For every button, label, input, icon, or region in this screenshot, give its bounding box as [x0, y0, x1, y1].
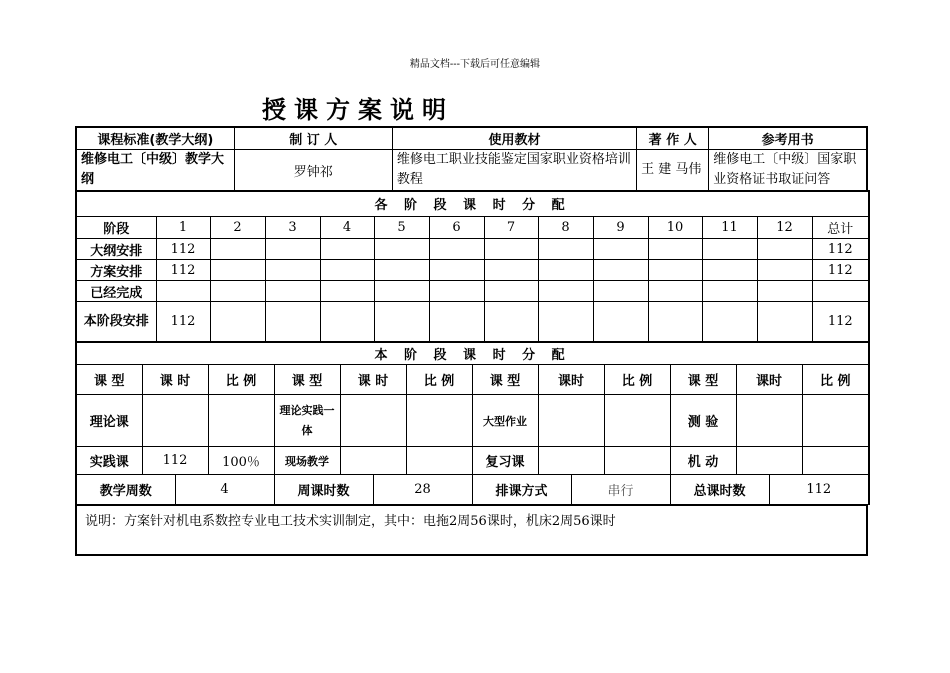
stage-cell [265, 281, 320, 302]
type-cell [406, 395, 472, 447]
stage-cell [265, 260, 320, 281]
type-cell: 100％ [208, 447, 274, 475]
stage-cell [593, 260, 648, 281]
type-cell [406, 447, 472, 475]
stage-cell [593, 239, 648, 260]
stage-cell [593, 302, 648, 342]
total-hours-label: 总课时数 [670, 475, 769, 505]
stage-cell [484, 239, 538, 260]
stage-total-header: 总计 [812, 217, 869, 239]
stage-cell [538, 281, 593, 302]
type-col-header: 课 型 [472, 365, 538, 395]
stage-cell [757, 239, 812, 260]
lesson-type-table [75, 342, 870, 475]
info-header-author: 制 订 人 [234, 127, 392, 149]
schedule-method-label: 排课方式 [472, 475, 571, 505]
stage-cell [374, 239, 429, 260]
row-label: 大纲安排 [76, 239, 156, 260]
stage-table-title: 各 阶 段 课 时 分 配 [76, 191, 869, 217]
stage-cell [374, 281, 429, 302]
stage-cell [702, 239, 757, 260]
stage-cell [320, 239, 374, 260]
type-cell: 测 验 [670, 395, 736, 447]
type-table-title: 本 阶 段 课 时 分 配 [76, 343, 869, 365]
stage-cell [484, 302, 538, 342]
summary-table [75, 474, 870, 505]
info-header-textbook: 使用教材 [392, 127, 636, 149]
type-cell [736, 395, 802, 447]
weeks-value: 4 [175, 475, 274, 505]
type-col-header: 比 例 [604, 365, 670, 395]
stage-total: 112 [812, 302, 869, 342]
stage-cell [429, 302, 484, 342]
stage-cell [648, 260, 702, 281]
type-col-header: 课时 [736, 365, 802, 395]
type-cell [340, 395, 406, 447]
stage-number: 9 [593, 217, 648, 239]
type-col-header: 课 时 [340, 365, 406, 395]
stage-cell: 112 [156, 302, 210, 342]
weekly-hours-value: 28 [373, 475, 472, 505]
stage-cell [757, 260, 812, 281]
stage-cell [757, 302, 812, 342]
stage-total [812, 281, 869, 302]
stage-cell [538, 239, 593, 260]
stage-cell [429, 281, 484, 302]
stage-number: 5 [374, 217, 429, 239]
info-header-reference: 参考用书 [709, 127, 867, 149]
stage-number: 10 [648, 217, 702, 239]
stage-cell [265, 239, 320, 260]
stage-cell [320, 260, 374, 281]
info-value-writer: 王 建 马伟 [637, 149, 709, 191]
stage-number: 2 [210, 217, 265, 239]
info-value-standard: 维修电工〔中级〕教学大纲 [76, 149, 234, 191]
schedule-method-value: 串行 [571, 475, 670, 505]
weeks-label: 教学周数 [76, 475, 175, 505]
table-row [76, 395, 869, 447]
stage-number: 1 [156, 217, 210, 239]
type-col-header: 课时 [538, 365, 604, 395]
stage-cell: 112 [156, 239, 210, 260]
stage-number: 8 [538, 217, 593, 239]
stage-number: 6 [429, 217, 484, 239]
stage-cell: 112 [156, 260, 210, 281]
stage-cell [648, 302, 702, 342]
stage-cell [702, 281, 757, 302]
type-col-header: 比 例 [208, 365, 274, 395]
type-col-header: 课 型 [670, 365, 736, 395]
type-cell [340, 447, 406, 475]
stage-cell [484, 260, 538, 281]
stage-cell [429, 260, 484, 281]
type-cell [538, 447, 604, 475]
info-value-reference: 维修电工〔中级〕国家职业资格证书取证问答 [709, 149, 867, 191]
stage-cell [538, 302, 593, 342]
type-cell [736, 447, 802, 475]
table-row [76, 281, 869, 302]
stage-cell [320, 302, 374, 342]
total-hours-value: 112 [769, 475, 869, 505]
stage-cell [156, 281, 210, 302]
info-header-standard: 课程标准(教学大纲) [76, 127, 234, 149]
header-note: 精品文档---下载后可任意编辑 [409, 59, 541, 70]
info-value-textbook: 维修电工职业技能鉴定国家职业资格培训教程 [392, 149, 636, 191]
type-col-header: 课 型 [76, 365, 142, 395]
stage-cell [702, 302, 757, 342]
type-cell [802, 395, 869, 447]
stage-number: 4 [320, 217, 374, 239]
type-cell: 现场教学 [274, 447, 340, 475]
stage-cell [757, 281, 812, 302]
stage-cell [210, 281, 265, 302]
stage-total: 112 [812, 260, 869, 281]
row-label: 方案安排 [76, 260, 156, 281]
type-cell [604, 395, 670, 447]
stage-cell [320, 281, 374, 302]
type-cell: 理论课 [76, 395, 142, 447]
stage-cell [429, 239, 484, 260]
table-row [76, 239, 869, 260]
type-cell [604, 447, 670, 475]
type-cell: 复习课 [472, 447, 538, 475]
stage-cell [374, 260, 429, 281]
table-row [76, 302, 869, 342]
type-col-header: 比 例 [802, 365, 869, 395]
stage-cell [374, 302, 429, 342]
type-col-header: 课 型 [274, 365, 340, 395]
stage-cell [265, 302, 320, 342]
stage-cell [648, 281, 702, 302]
type-cell: 实践课 [76, 447, 142, 475]
stage-total: 112 [812, 239, 869, 260]
stage-number: 11 [702, 217, 757, 239]
stage-cell [210, 260, 265, 281]
type-cell [538, 395, 604, 447]
type-cell: 理论实践一体 [274, 395, 340, 447]
page-title: 授课方案说明 [262, 95, 454, 124]
type-col-header: 课 时 [142, 365, 208, 395]
stage-cell [210, 239, 265, 260]
stage-hours-table [75, 190, 870, 342]
type-col-header: 比 例 [406, 365, 472, 395]
type-cell: 机 动 [670, 447, 736, 475]
type-cell [208, 395, 274, 447]
stage-cell [648, 239, 702, 260]
stage-cell [210, 302, 265, 342]
table-row [76, 447, 869, 475]
stage-cell [593, 281, 648, 302]
stage-cell [702, 260, 757, 281]
type-cell: 112 [142, 447, 208, 475]
type-cell [142, 395, 208, 447]
table-row [76, 260, 869, 281]
stage-number: 7 [484, 217, 538, 239]
stage-cell [484, 281, 538, 302]
stage-header-label: 阶段 [76, 217, 156, 239]
note-text: 说明：方案针对机电系数控专业电工技术实训制定，其中：电拖2周56课时，机床2周56课时 [76, 505, 867, 555]
stage-cell [538, 260, 593, 281]
weekly-hours-label: 周课时数 [274, 475, 373, 505]
note-table [75, 504, 868, 556]
info-value-author: 罗钟祁 [234, 149, 392, 191]
stage-number: 12 [757, 217, 812, 239]
course-info-table [75, 126, 868, 192]
type-cell: 大型作业 [472, 395, 538, 447]
info-header-writer: 著 作 人 [637, 127, 709, 149]
row-label: 已经完成 [76, 281, 156, 302]
type-cell [802, 447, 869, 475]
row-label: 本阶段安排 [76, 302, 156, 342]
stage-number: 3 [265, 217, 320, 239]
